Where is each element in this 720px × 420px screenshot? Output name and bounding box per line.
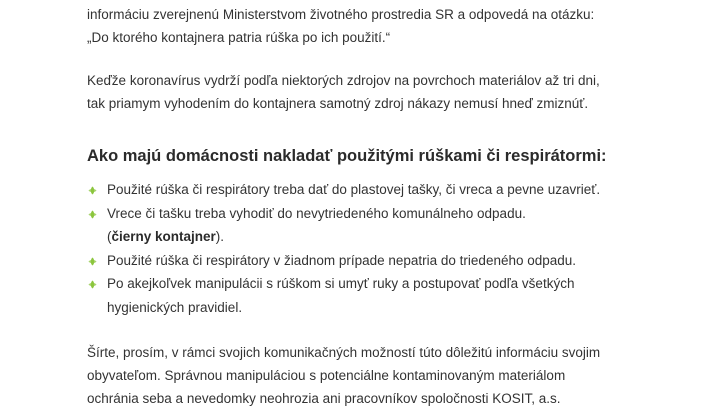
paren-open: ( xyxy=(107,229,112,244)
instructions-list xyxy=(87,178,687,319)
intro-paragraph xyxy=(87,3,687,49)
closing-line-1: Šírte, prosím, v rámci svojich komunikačných možností túto dôležitú informáciu svojim xyxy=(87,345,601,360)
intro-line-1: informáciu zverejnenú Ministerstvom životného prostredia SR a odpovedá na otázku: xyxy=(87,7,595,22)
list-item xyxy=(87,178,687,202)
list-item-text: Použité rúška či respirátory v žiadnom prípade nepatria do triedeného odpadu. xyxy=(107,252,577,268)
list-item xyxy=(87,202,687,249)
closing-paragraph xyxy=(87,341,687,410)
leaf-bullet-icon xyxy=(88,280,97,289)
paren-close: ). xyxy=(215,229,225,244)
list-item-text-continued: hygienických pravidiel. xyxy=(107,299,243,315)
virus-line-1: Keďže koronavírus vydrží podľa niektorých zdrojov na povrchoch materiálov až tri dni, xyxy=(87,73,600,88)
virus-line-2: tak priamym vyhodením do kontajnera samotný zdroj nákazy nemusí hneď zmiznúť. xyxy=(87,96,589,111)
list-item-text: Vrece či tašku treba vyhodiť do nevytriedeného komunálneho odpadu. xyxy=(107,205,526,221)
black-container-label: čierny kontajner xyxy=(111,229,216,244)
section-heading: Ako majú domácnosti nakladať použitými rúškami či respirátormi: xyxy=(87,147,607,165)
leaf-bullet-icon xyxy=(88,186,97,195)
leaf-bullet-icon xyxy=(88,257,97,266)
leaf-bullet-icon xyxy=(88,210,97,219)
list-item xyxy=(87,272,687,319)
virus-paragraph xyxy=(87,69,687,115)
intro-line-2: „Do ktorého kontajnera patria rúška po ich použití.“ xyxy=(87,30,391,45)
list-item-text: Po akejkoľvek manipulácii s rúškom si umyť ruky a postupovať podľa všetkých xyxy=(107,276,575,291)
closing-line-3: ochránia seba a nevedomky neohrozia ani pracovníkov spoločnosti KOSIT, a.s. xyxy=(87,391,561,406)
list-item xyxy=(87,249,687,273)
closing-line-2: obyvateľom. Správnou manipuláciou s potenciálne kontaminovaným materiálom xyxy=(87,368,566,383)
list-item-text: Použité rúška či respirátory treba dať do plastovej tašky, či vreca a pevne uzavrieť. xyxy=(107,182,601,197)
